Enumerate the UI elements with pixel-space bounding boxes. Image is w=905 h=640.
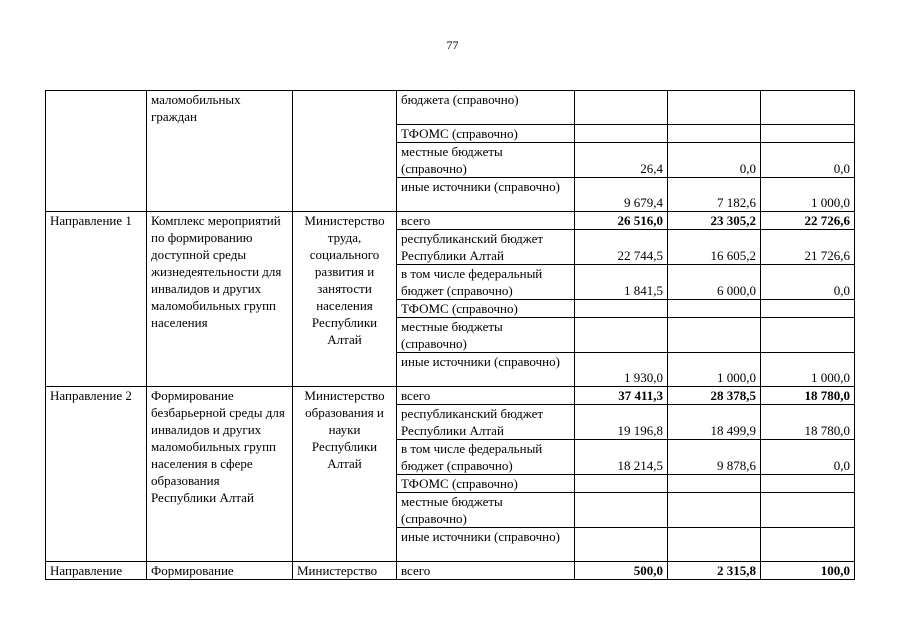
executor-cell: Министерство труда, социального развития и занятости населения Республики Алтай [293,212,397,387]
value-cell: 9 679,4 [575,178,668,212]
value-cell [761,493,855,528]
value-cell [761,300,855,318]
value-cell: 18 214,5 [575,440,668,475]
direction-cell: Направление 2 [46,387,147,562]
value-cell: 0,0 [668,143,761,178]
executor-cell: Министерство [293,562,397,580]
executor-cell [293,91,397,212]
source-label: всего [397,562,575,580]
source-label: местные бюджеты (справочно) [397,143,575,178]
value-cell [668,493,761,528]
source-label: ТФОМС (справочно) [397,125,575,143]
value-cell [668,300,761,318]
value-cell [761,528,855,562]
value-cell [575,528,668,562]
total-value-cell: 18 780,0 [761,387,855,405]
value-cell: 7 182,6 [668,178,761,212]
value-cell: 0,0 [761,265,855,300]
table-row [46,562,855,580]
value-cell: 19 196,8 [575,405,668,440]
value-cell [668,318,761,353]
value-cell: 16 605,2 [668,230,761,265]
source-label: в том числе федеральный бюджет (справочно) [397,265,575,300]
source-label: местные бюджеты (справочно) [397,318,575,353]
value-cell [575,475,668,493]
source-label: ТФОМС (справочно) [397,475,575,493]
value-cell [668,528,761,562]
source-label: местные бюджеты (справочно) [397,493,575,528]
budget-table [45,90,855,580]
total-value-cell: 500,0 [575,562,668,580]
value-cell: 1 000,0 [761,178,855,212]
value-cell: 9 878,6 [668,440,761,475]
table-row [46,387,855,405]
total-value-cell: 28 378,5 [668,387,761,405]
value-cell: 26,4 [575,143,668,178]
value-cell: 1 000,0 [668,353,761,387]
page-number: 77 [446,38,459,52]
value-cell [668,125,761,143]
value-cell: 1 930,0 [575,353,668,387]
total-value-cell: 26 516,0 [575,212,668,230]
source-label: республиканский бюджет Республики Алтай [397,230,575,265]
content-cell: Комплекс мероприятий по формированию доступной среды жизнедеятельности для инвалидов и других маломобильных групп населения [147,212,293,387]
value-cell: 18 499,9 [668,405,761,440]
total-value-cell: 37 411,3 [575,387,668,405]
content-cell: Формирование [147,562,293,580]
total-value-cell: 23 305,2 [668,212,761,230]
executor-cell: Министерство образования и науки Республики Алтай [293,387,397,562]
source-label: республиканский бюджет Республики Алтай [397,405,575,440]
value-cell: 1 841,5 [575,265,668,300]
value-cell [761,125,855,143]
value-cell: 0,0 [761,143,855,178]
source-label: всего [397,387,575,405]
content-cell: Формирование безбарьерной среды для инвалидов и других маломобильных групп населения в сфере образования Республики Алтай [147,387,293,562]
total-value-cell: 100,0 [761,562,855,580]
table-row [46,91,855,125]
direction-cell: Направление [46,562,147,580]
direction-cell: Направление 1 [46,212,147,387]
value-cell: 18 780,0 [761,405,855,440]
table-row [46,212,855,230]
content-cell: маломобильных граждан [147,91,293,212]
value-cell [761,91,855,125]
value-cell: 21 726,6 [761,230,855,265]
value-cell: 22 744,5 [575,230,668,265]
total-value-cell: 2 315,8 [668,562,761,580]
value-cell [668,91,761,125]
source-label: иные источники (справочно) [397,178,575,212]
source-label: иные источники (справочно) [397,528,575,562]
value-cell [575,493,668,528]
source-label: всего [397,212,575,230]
value-cell: 6 000,0 [668,265,761,300]
source-label: иные источники (справочно) [397,353,575,387]
direction-cell [46,91,147,212]
source-label: ТФОМС (справочно) [397,300,575,318]
value-cell: 0,0 [761,440,855,475]
value-cell: 1 000,0 [761,353,855,387]
value-cell [761,475,855,493]
source-label: в том числе федеральный бюджет (справочно) [397,440,575,475]
source-label: бюджета (справочно) [397,91,575,125]
value-cell [575,300,668,318]
value-cell [575,125,668,143]
total-value-cell: 22 726,6 [761,212,855,230]
value-cell [668,475,761,493]
value-cell [761,318,855,353]
value-cell [575,318,668,353]
value-cell [575,91,668,125]
